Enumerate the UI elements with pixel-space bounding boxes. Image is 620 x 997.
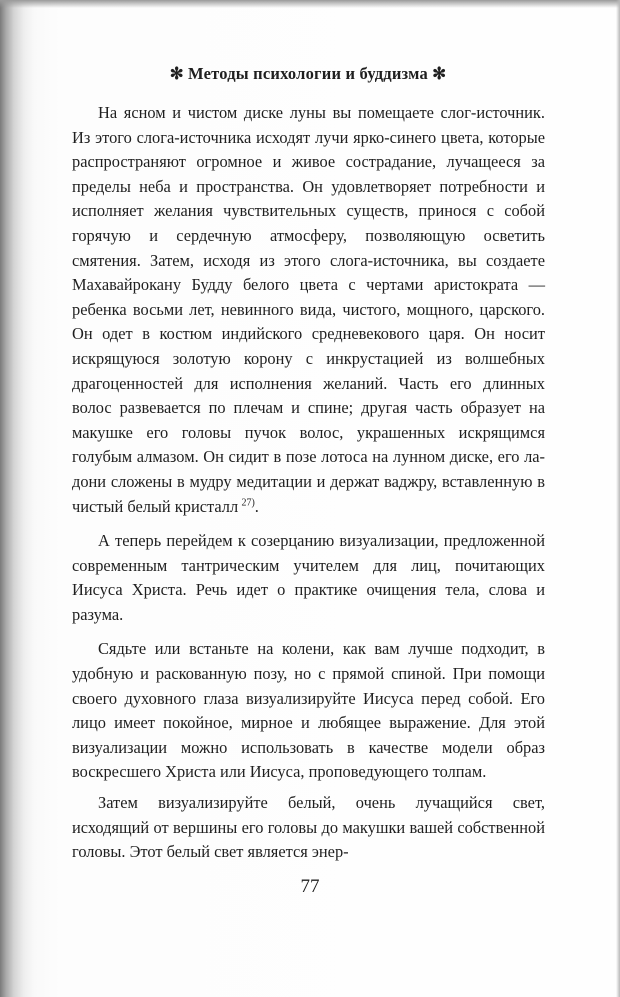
footnote-trail: .	[254, 496, 259, 516]
body-text	[72, 101, 545, 865]
paragraph-3: Сядьте или встаньте на колени, как вам лучше подходит, в удобную и раскованную позу, но с прямой спиной. При помощи своего духовного глаза визуализируйте Иисуса перед собой. Его лицо имеет покойное, мирное и любящее выражение. Для этой визуализации можно использовать в качестве модели образ воскресшего Христа или Иисуса, проповедующего толпам.	[72, 639, 545, 782]
footnote-reference[interactable]: 27)	[241, 497, 255, 509]
paragraph-2: А теперь перейдем к созерцанию визуализации, предложенной современным тантрическим учителем для лиц, почитающих Иисуса Христа. Речь идет о практике очищения тела, слова и разума.	[72, 531, 545, 624]
paragraph-1-text: На ясном и чистом диске луны вы помещаете слог-источник. Из этого слога-источника исходят лучи ярко-синего цвета, которые распространяют огромное и живое сострадание, лучащееся за пределы неба и пространства. Он удовлетворяет потребности и исполняет желания чувствительных существ, принося с собой горячую и сердечную атмосферу, позволяющую осветить смятения. Затем, исходя из этого слога-источника, вы создаете Махавайрокану Будду белого цвета с чертами аристократа — ребенка восьми лет, невинного вида, чистого, мощного, царского. Он одет в костюм индийского средневекового царя. Он носит искрящуюся золотую корону с инкрустацией из волшебных драгоценностей для исполнения желаний. Часть его длинных волос развевается по плечам и спине; другая часть образует на макушке его головы пучок волос, украшенных искрящимся голубым алмазом. Он сидит в позе лотоса на лунном диске, его ладони сложены в мудру медитации и держат ваджру, вставленную в чистый белый кристалл	[72, 103, 545, 516]
paragraph-4: Затем визуализируйте белый, очень лучащийся свет, исходящий от вершины его головы до макушки вашей собственной головы. Этот белый свет является энер-	[72, 793, 545, 862]
running-head: ✻ Методы психологии и буддизма ✻	[169, 64, 447, 83]
paragraph-1	[72, 101, 545, 519]
page-number: 77	[300, 876, 320, 897]
